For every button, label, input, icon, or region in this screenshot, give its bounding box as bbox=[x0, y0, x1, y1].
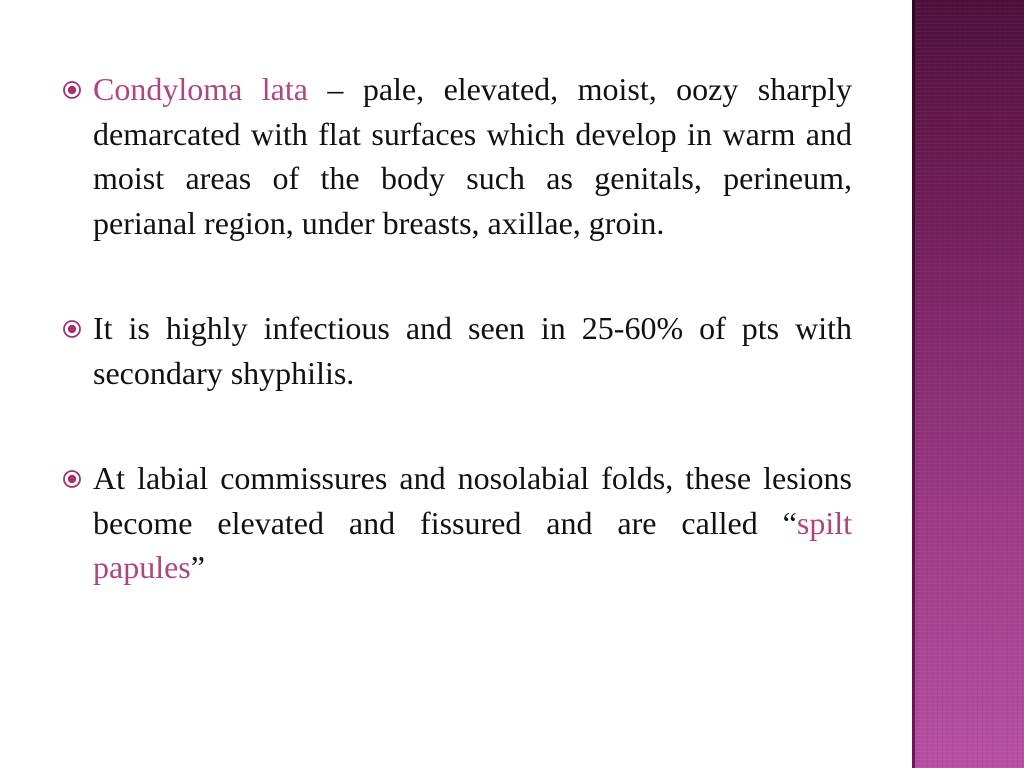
target-bullet-icon bbox=[62, 319, 82, 339]
bullet-text: – pale, elevated, moist, oozy sharply demarcated with flat surfaces which develop in warm and moist areas of the body such as genitals, perineum, perianal region, under breasts, axillae, groin. bbox=[93, 71, 852, 241]
highlighted-term: Condyloma lata bbox=[93, 71, 308, 107]
slide-content bbox=[62, 67, 852, 590]
bullet-item-infectious bbox=[62, 306, 852, 395]
bullet-text: It is highly infectious and seen in 25-60% of pts with secondary shyphilis. bbox=[93, 310, 852, 391]
bullet-text-before: At labial commissures and nosolabial folds, these lesions become elevated and fissured and are called “ bbox=[93, 460, 852, 541]
bullet-item-condyloma-lata bbox=[62, 67, 852, 245]
target-bullet-icon bbox=[62, 469, 82, 489]
highlighted-term: spilt papules bbox=[93, 504, 852, 585]
bullet-text-after: ” bbox=[190, 549, 205, 585]
side-bar-edge bbox=[912, 0, 915, 768]
decorative-side-bar bbox=[912, 0, 1024, 768]
target-bullet-icon bbox=[62, 80, 82, 100]
bullet-item-split-papules bbox=[62, 456, 852, 590]
